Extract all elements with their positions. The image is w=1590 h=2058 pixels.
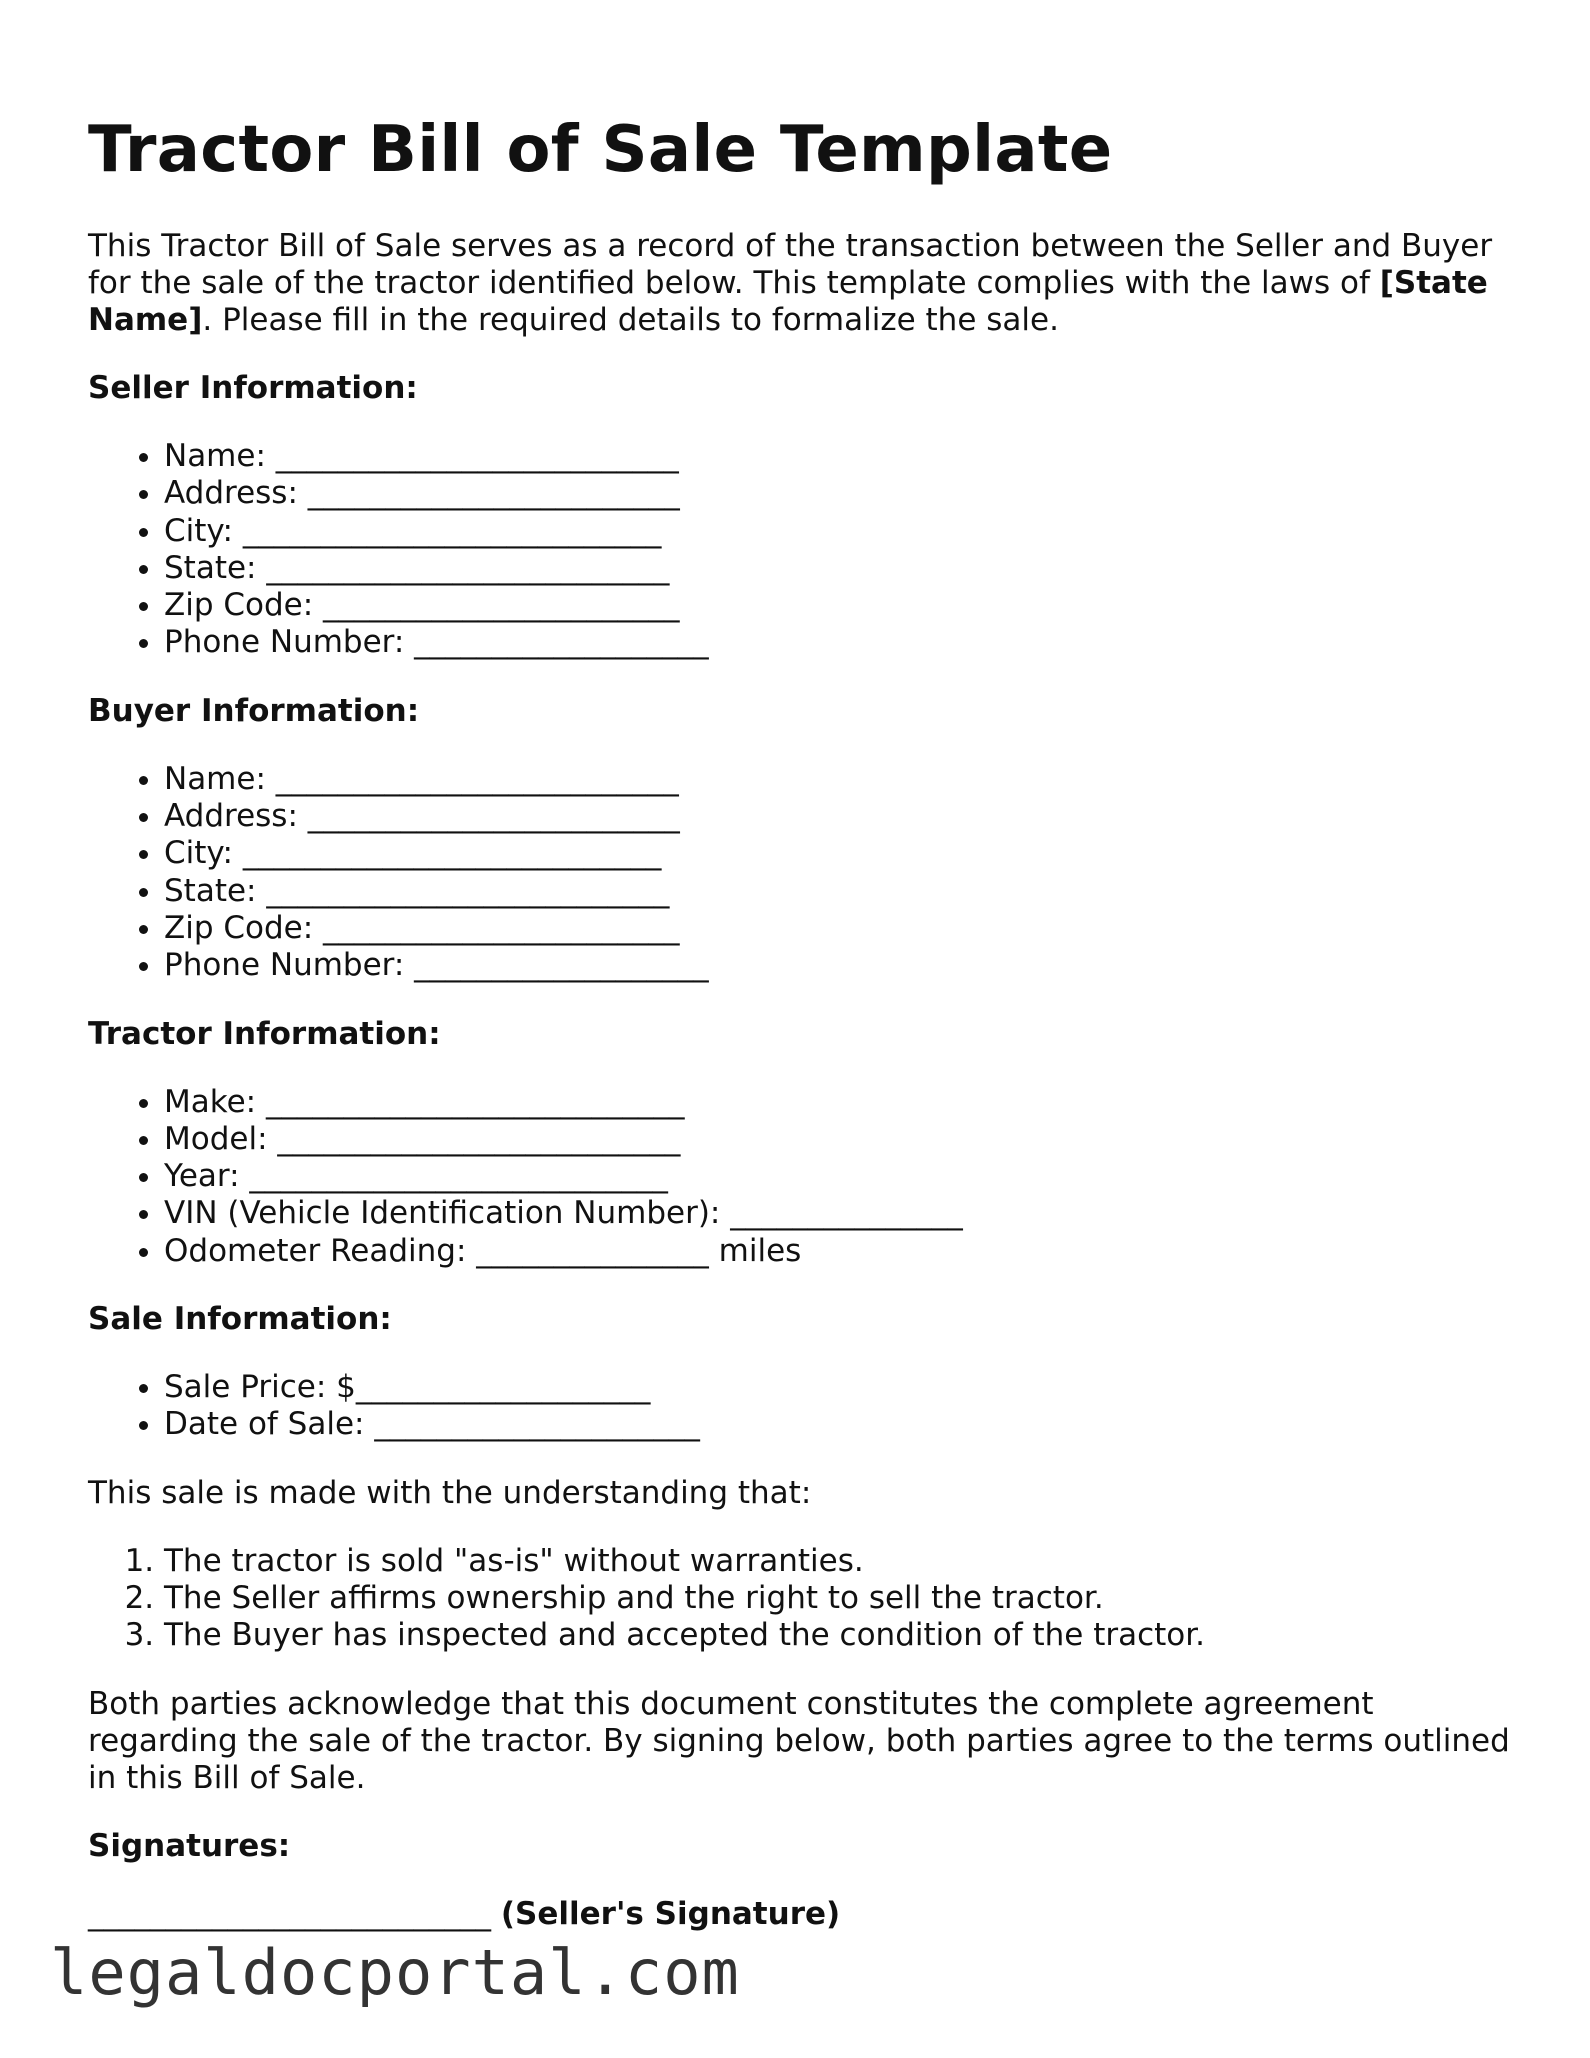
- tractor-make-blank[interactable]: ___________________________: [265, 1083, 685, 1120]
- buyer-name-field: • Name: __________________________: [164, 761, 1518, 798]
- intro-text-before: This Tractor Bill of Sale serves as a record of the transaction between the Seller and Buyer for the sale of the tractor identified below. This template complies with the laws of: [88, 228, 1493, 301]
- seller-address-field: • Address: ________________________: [164, 475, 1518, 512]
- tractor-fields-list: [88, 1084, 1518, 1270]
- buyer-state-field: • State: __________________________: [164, 873, 1518, 910]
- seller-city-blank[interactable]: ___________________________: [242, 512, 662, 549]
- buyer-phone-field: • Phone Number: ___________________: [164, 947, 1518, 984]
- tractor-make-field: • Make: ___________________________: [164, 1084, 1518, 1121]
- tractor-odometer-blank[interactable]: _______________: [476, 1232, 709, 1269]
- buyer-section-heading: Buyer Information:: [88, 692, 420, 729]
- watermark-logo: legaldocportal.com: [50, 1936, 740, 2009]
- seller-section-heading: Seller Information:: [88, 370, 418, 406]
- seller-zip-blank[interactable]: _______________________: [323, 587, 680, 624]
- term-item: 2. The Seller affirms ownership and the right to sell the tractor.: [164, 1580, 1518, 1617]
- tractor-year-blank[interactable]: ___________________________: [249, 1158, 668, 1195]
- buyer-fields-list: [88, 761, 1518, 985]
- signatures-heading: Signatures:: [88, 1827, 291, 1864]
- seller-state-blank[interactable]: __________________________: [266, 549, 670, 586]
- buyer-address-field: • Address: ________________________: [164, 798, 1518, 835]
- sale-fields-list: [88, 1369, 1518, 1444]
- tractor-model-blank[interactable]: __________________________: [277, 1120, 681, 1157]
- sale-date-blank[interactable]: _____________________: [374, 1406, 700, 1443]
- page-title: Tractor Bill of Sale Template: [88, 113, 1113, 187]
- tractor-year-field: • Year: ___________________________: [164, 1158, 1518, 1195]
- tractor-model-field: • Model: __________________________: [164, 1121, 1518, 1158]
- sale-section-heading: Sale Information:: [88, 1301, 392, 1338]
- buyer-city-field: • City: ___________________________: [164, 835, 1518, 872]
- acknowledgment-paragraph: Both parties acknowledge that this document constitutes the complete agreement regarding the sale of the tractor. By signing below, both parties agree to the terms outlined in this Bill of Sale.: [88, 1685, 1510, 1796]
- seller-signature-row: [88, 1896, 1518, 1933]
- seller-name-blank[interactable]: __________________________: [275, 438, 679, 474]
- seller-fields-list: [88, 438, 1518, 662]
- tractor-odometer-field: • Odometer Reading: _______________ miles: [164, 1233, 1518, 1270]
- sale-date-field: • Date of Sale: _____________________: [164, 1406, 1518, 1443]
- buyer-name-blank[interactable]: __________________________: [275, 760, 679, 797]
- seller-signature-line[interactable]: __________________________: [88, 1895, 491, 1932]
- buyer-city-blank[interactable]: ___________________________: [242, 835, 662, 872]
- buyer-address-blank[interactable]: ________________________: [307, 798, 680, 835]
- state-name-placeholder: [State Name]: [88, 265, 1488, 338]
- term-item: 3. The Buyer has inspected and accepted the condition of the tractor.: [164, 1617, 1518, 1654]
- intro-paragraph: [88, 228, 1518, 339]
- tractor-vin-blank[interactable]: _______________: [730, 1195, 963, 1232]
- intro-text-after: . Please fill in the required details to formalize the sale.: [202, 302, 1059, 338]
- tractor-section-heading: Tractor Information:: [88, 1015, 441, 1052]
- document-page: [88, 108, 1518, 1933]
- seller-phone-field: • Phone Number: ___________________: [164, 624, 1518, 661]
- buyer-state-blank[interactable]: __________________________: [266, 872, 670, 909]
- tractor-vin-field: • VIN (Vehicle Identification Number): _______________: [164, 1195, 1518, 1232]
- seller-city-field: • City: ___________________________: [164, 513, 1518, 550]
- seller-address-blank[interactable]: ________________________: [307, 475, 680, 512]
- buyer-phone-blank[interactable]: ___________________: [414, 947, 709, 984]
- odometer-unit: miles: [718, 1232, 802, 1269]
- sale-price-field: • Sale Price: $___________________: [164, 1369, 1518, 1406]
- terms-list: [88, 1543, 1518, 1655]
- seller-name-field: • Name: __________________________: [164, 438, 1518, 475]
- seller-phone-blank[interactable]: ___________________: [414, 624, 709, 661]
- buyer-zip-field: • Zip Code: _______________________: [164, 910, 1518, 947]
- seller-signature-label: (Seller's Signature): [500, 1895, 841, 1932]
- understanding-lead: This sale is made with the understanding that:: [88, 1474, 812, 1511]
- buyer-zip-blank[interactable]: _______________________: [323, 909, 680, 946]
- sale-price-blank[interactable]: ___________________: [355, 1369, 651, 1406]
- seller-state-field: • State: __________________________: [164, 550, 1518, 587]
- seller-zip-field: • Zip Code: _______________________: [164, 587, 1518, 624]
- term-item: 1. The tractor is sold "as-is" without warranties.: [164, 1543, 1518, 1580]
